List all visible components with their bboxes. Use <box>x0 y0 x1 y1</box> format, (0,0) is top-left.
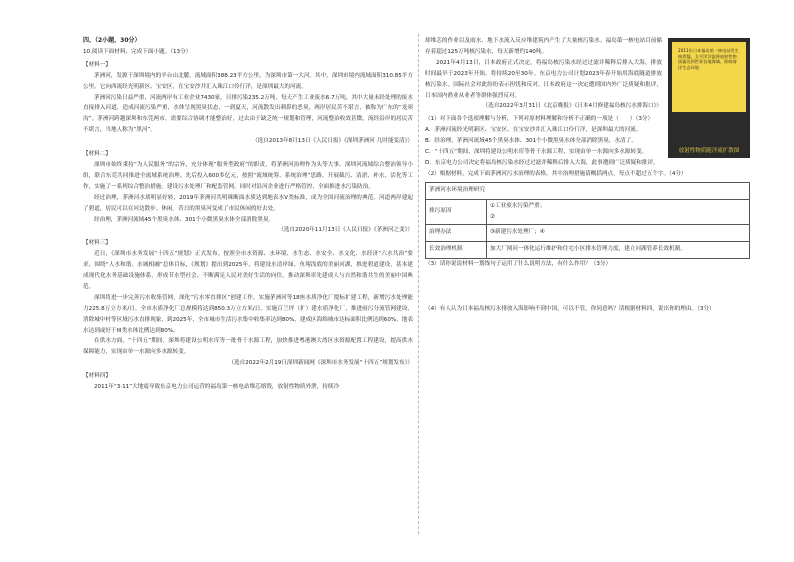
table-row-label: 排污原因 <box>426 199 487 224</box>
material-4-paragraph-start: 2011年“3·11”大地震导致东京电力公司运营的福岛第一核电站堆芯熔毁，放射性物质外泄，持续冷 <box>94 384 340 391</box>
question-3-stem: （3）请你说说材料一划线句子运用了什么说明方法，有什么作用？（3分） <box>425 260 612 267</box>
material-3-paragraph: 深圳将进一步完善污水收集管网，深化“污水零直排区”创建工作。实施茅洲河等18座水质净化厂提标扩建工程，新增污水处理能力225.8万立方米/日，全市水质净化厂总规模将达到850.3万立方米/日。实施百兰坪（扩）建水质净化厂，推进雨污分流管网建设，消除城中村等区域污水直排现象，到2025年，全市城市生活污水集中收集率达到80%，建成区海绵城市达标面积比例达到60%，地表水达到或好于III类水体比例达到80%。 <box>83 294 413 334</box>
material-2-label: 【材料二】 <box>83 151 111 158</box>
figure-map-panel <box>672 42 746 112</box>
answer-line: ①工业废水污染严重； <box>490 202 546 209</box>
table-row-content[interactable] <box>487 224 750 241</box>
option-d: D．东京电力公司决定将福岛核污染水经过过滤并稀释后排入大海，此事遭到广泛质疑和批评。 <box>425 159 659 166</box>
table-row <box>426 224 750 241</box>
question-10-intro: 10.阅读下面材料，完成下面小题。（13分） <box>83 48 192 55</box>
question-4-stem: （4）有人认为日本福岛核污水排放入海影响不到中国，可以不管，你同意吗？请根据材料四，说出你的理由。（3分） <box>425 305 715 312</box>
material-4-label: 【材料四】 <box>83 373 111 380</box>
table-title: 茅洲河水环境治理研究 <box>426 182 750 199</box>
material-4-paragraph-cont: 却堆芯的作业以及雨水、地下水流入反应堆建筑内产生了大量核污染水。福岛第一核电站目前储存着超过125万吨核污染水，每天新增约140吨。 <box>425 38 662 55</box>
material-1-paragraph: 茅洲河，发源于深圳境内的羊台山北麓，流域面积388.23平方公里，为深圳市第一大河。其中，深圳市境内流域面积310.85平方公里。它向西流经光明新区、宝安区，在宝安沙井汇入珠江口伶仃洋，是深圳最大的河流。 <box>83 72 413 90</box>
column-divider <box>418 34 419 534</box>
material-2-paragraph: 深圳市始终秉持“为人民服务”的宗旨，充分体现“服务型政府”的职责，将茅洲河治理作为头等大事，深圳河流域综合整治领导小组，联合东莞共同推进全流域系统治理。先后投入600多亿元，按照“流域统筹、系统治理”思路，开展截污、清淤、补水、活化等工作，实施了一系列综合整治措施。建设污水处理厂和配套管网，同时对沿河企业进行严格管控，全面推进水污染防治。 <box>83 161 413 190</box>
material-4-source: （选自2022年3月31日《北京晚报》《日本4月修建福岛核污水排海口》） <box>482 103 662 110</box>
material-1-paragraph: 茅洲河污染日益严重，河流两岸有工业企业7430家，日排污染235.2万吨，每天产生工业废水6.7万吨，其中大量未经处理的废水直接排入河道，造成河流污染严重，水体呈现黑臭状态，一到夏天，河流散发出刺鼻的恶臭，两岸居民苦不堪言，被称为广东的“龙须沟”。茅洲河跨越深圳和东莞两市，需要综合协调才能整治好，过去由于缺乏统一规划和管理，河流整治收效甚微，流经沿岸的居民苦不堪言，当地人称为“黑河”。 <box>83 94 413 134</box>
answer-line: ② <box>490 213 496 220</box>
table-row-label: 长效治理机制 <box>426 241 487 258</box>
table-row <box>426 241 750 258</box>
material-3-label: 【材料三】 <box>83 240 111 247</box>
material-3-source: （选自2022年2月19日深圳新闻网《深圳市水务发展“十四五”规划发布》） <box>228 360 413 367</box>
section-header: 四、（2小题，30分） <box>83 37 141 44</box>
table-row-content[interactable] <box>487 199 750 224</box>
answer-line: 加大厂网河一体化运行维护和住宅小区排水管理力度，建立河湖管养长效机制。 <box>490 246 686 253</box>
material-3-paragraph: 近日，《深圳市水务发展“十四五”规划》正式发布。按照全市水资源、水环境、水生态、水安全、水文化、水经济“六水共治”要求，围绕“人水和谐、水城相融”总体目标，《规划》提出到2025年，将建设水清岸绿、鱼翔浅底的美丽河湖，推进碧道建设，基本建成现代化水务基础设施体系，形成节水型社会，不断满足人民对美好生活的向往，推动深圳率先建成人与自然和谐共生的美丽中国典范。 <box>83 251 413 290</box>
material-2-paragraph: 经过治理，茅洲河水质明显好转，2019年茅洲河共明珠断面水质达到地表水V类标准，成为全国河流治理的典范。河道两岸建起了碧道，居民可以在河边散步、休闲。昔日的黑臭河变成了市民休闲的好去处。 <box>83 194 413 212</box>
figure-inner-text: 2011年日本福岛第一核电站发生核泄漏，太平洋洋流将放射性物质输送到世界各地海域，影响海洋生态环境 <box>678 48 739 70</box>
material-4-paragraph: 2021年4月13日，日本政府正式决定，将福岛核污染水经过过滤并稀释后排入大海，排放时间最早于2023年开始，将持续20至30年。东京电力公司计划2023年春开始用海底隧道排放核污染水。国际社会对此纷纷表示担忧和反对。日本政府这一决定遭到国内外广泛质疑和批评，日本国内渔业从业者等群体强烈反对。 <box>425 59 662 99</box>
table-row-label: 治理办法 <box>426 224 487 241</box>
option-b: B．经治理，茅洲河流域45个黑臭水体、301个小微黑臭水体全部消除黑臭，水清了。 <box>425 138 637 145</box>
option-c: C．“十四五”期间，深圳将建设公明水库等骨干水源工程，实现由单一水源向多水源转变。 <box>425 149 648 156</box>
left-column <box>83 36 413 393</box>
option-a: A．茅洲河流经光明新区、宝安区，在宝安沙井汇入珠江口伶仃洋，是深圳最大的河流。 <box>425 127 642 134</box>
material-2-paragraph: 经治理，茅洲河流域45个黑臭水体、301个小微黑臭水体全部消除黑臭。 <box>94 216 275 223</box>
question-1-stem: （1）对下面各个选项理解与分析，下列对原材料理解和分析不正确的一项是（ ）（3分） <box>425 116 654 123</box>
material-2-source: （选自2020年11月13日《人民日报》《茅洲河之变》） <box>278 227 413 234</box>
figure-caption: 放射性物质随洋流扩散图 <box>678 148 740 154</box>
governance-table <box>425 182 750 259</box>
answer-line: ③新建污水处理厂；④ <box>490 229 545 236</box>
material-3-paragraph: 在供水方面，“十四五”期间，深圳将建设公明水库等一批骨干水源工程，加快推进粤港澳大湾区水资源配置工程建设，提高供水保障能力，实现由单一水源向多水源转变。 <box>83 338 413 356</box>
table-row-content <box>487 241 750 258</box>
material-1-label: 【材料一】 <box>83 61 111 68</box>
answer-space[interactable] <box>425 270 750 304</box>
question-2-stem: （2）根据材料，完成下面茅洲河污水治理的表格，其中治理措施请概括两点，每点不超过五个字。（4分） <box>425 170 687 177</box>
table-row <box>426 199 750 224</box>
right-column <box>425 36 750 314</box>
material-1-source: （选自2013年8月13日《人民日报》《深圳茅洲河 几时能变清》） <box>252 138 413 145</box>
ocean-current-diffusion-figure <box>668 38 750 158</box>
